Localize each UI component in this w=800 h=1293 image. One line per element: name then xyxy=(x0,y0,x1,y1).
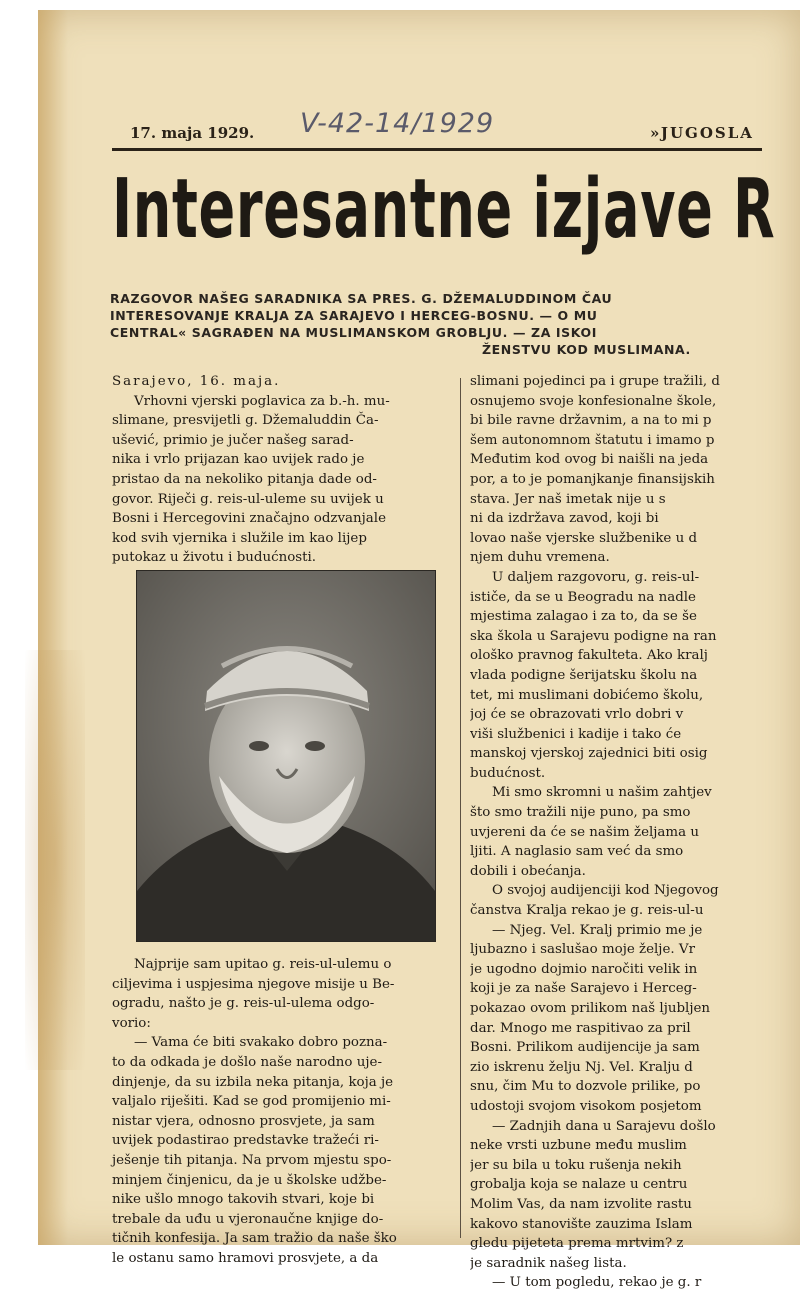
text-line: trebale da uđu u vjeronaučne knjige do- xyxy=(112,1211,384,1227)
text-line: to da odkada je došlo naše narodno uje- xyxy=(112,1054,382,1070)
text-line: le ostanu samo hramovi prosvjete, a da xyxy=(112,1250,379,1266)
text-line: manskoj vjerskoj zajednici biti osig xyxy=(470,746,708,762)
text-line: Međutim kod ovog bi naišli na jeda xyxy=(470,452,709,468)
text-line: slimane, presvijetli g. Džemaluddin Ča- xyxy=(112,413,379,429)
text-line: — Vama će biti svakako dobro pozna- xyxy=(134,1035,388,1051)
text-line: U daljem razgovoru, g. reis-ul- xyxy=(492,569,700,585)
text-line: govor. Riječi g. reis-ul-uleme su uvijek u xyxy=(112,491,384,507)
text-line: Molim Vas, da nam izvolite rastu xyxy=(470,1196,692,1212)
dateline: Sarajevo, 16. maja. xyxy=(112,374,281,389)
article-column-1-bottom xyxy=(112,955,454,1269)
text-line: zio iskrenu želju Nj. Vel. Kralju d xyxy=(470,1059,693,1075)
text-line: je ugodno dojmio naročiti velik in xyxy=(470,961,698,977)
text-line: dobili i obećanja. xyxy=(470,863,586,879)
text-line: nistar vjera, odnosno prosvjete, ja sam xyxy=(112,1113,375,1129)
text-line: ljiti. A naglasio sam već da smo xyxy=(470,844,684,860)
text-line: što smo tražili nije puno, pa smo xyxy=(470,805,691,821)
text-line: ogradu, našto je g. reis-ul-ulema odgo- xyxy=(112,996,375,1012)
text-line: ciljevima i uspjesima njegove misije u Be- xyxy=(112,976,395,992)
text-line: Vrhovni vjerski poglavica za b.-h. mu- xyxy=(134,393,390,409)
text-line: putokaz u životu i budućnosti. xyxy=(112,550,317,566)
text-line: koji je za naše Sarajevo i Herceg- xyxy=(470,981,697,997)
text-line: snu, čim Mu to dozvole prilike, po xyxy=(470,1079,701,1095)
article-column-2 xyxy=(470,372,800,1293)
text-line: — U tom pogledu, rekao je g. r xyxy=(492,1275,702,1291)
text-line: kakovo stanovište zauzima Islam xyxy=(470,1216,693,1232)
text-line: bi bile ravne državnim, a na to mi p xyxy=(470,413,712,429)
text-line: ološko pravnog fakulteta. Ako kralj xyxy=(470,648,708,664)
text-line: grobalja koja se nalaze u centru xyxy=(470,1177,688,1193)
headline: Interesantne izjave R xyxy=(112,162,776,257)
text-line: Bosni i Hercegovini značajno odzvanjale xyxy=(112,511,386,527)
portrait-photo xyxy=(136,570,436,942)
portrait-illustration xyxy=(137,571,435,941)
text-line: pristao da na nekoliko pitanja dade od- xyxy=(112,471,377,487)
text-line: valjalo riješiti. Kad se god promijenio mi- xyxy=(112,1094,391,1110)
text-line: čanstva Kralja rekao je g. reis-ul-u xyxy=(470,903,704,919)
text-line: viši službenici i kadije i tako će xyxy=(470,726,682,742)
subheadline-line: ŽENSTVU KOD MUSLIMANA. xyxy=(482,342,691,357)
text-line: mjestima zalagao i za to, da se še xyxy=(470,609,697,625)
subheadline-line: RAZGOVOR NAŠEG SARADNIKA SA PRES. G. DŽEMALUDDINOM ČAU xyxy=(110,291,613,306)
text-line: njem duhu vremena. xyxy=(470,550,610,566)
subheadline-line: CENTRAL« SAGRAĐEN NA MUSLIMANSKOM GROBLJU. — ZA ISKOI xyxy=(110,325,597,340)
paper-stain xyxy=(25,650,85,1070)
text-line: udostoji svojom visokom posjetom xyxy=(470,1098,702,1114)
text-line: Najprije sam upitao g. reis-ul-ulemu o xyxy=(134,957,392,972)
header-rule xyxy=(112,148,762,151)
text-line: ska škola u Sarajevu podigne na ran xyxy=(470,628,717,644)
text-line: ušević, primio je jučer našeg sarad- xyxy=(112,432,354,448)
text-line: dinjenje, da su izbila neka pitanja, koja je xyxy=(112,1074,394,1090)
text-line: — Njeg. Vel. Kralj primio me je xyxy=(492,922,703,938)
subheadline-line: INTERESOVANJE KRALJA ZA SARAJEVO I HERCEG-BOSNU. — O MU xyxy=(110,308,598,323)
text-line: tet, mi muslimani dobićemo školu, xyxy=(470,687,704,703)
text-line: nike ušlo mnogo takovih stvari, koje bi xyxy=(112,1192,375,1208)
text-line: ističe, da se u Beogradu na nadle xyxy=(470,589,696,605)
text-line: budućnost. xyxy=(470,765,546,781)
text-line: ješenje tih pitanja. Na prvom mjestu spo- xyxy=(112,1152,392,1168)
text-line: slimani pojedinci pa i grupe tražili, d xyxy=(470,374,720,389)
text-line: jer su bila u toku rušenja nekih xyxy=(470,1157,682,1173)
text-line: je saradnik našeg lista. xyxy=(470,1255,627,1271)
text-line: ljubazno i saslušao moje želje. Vr xyxy=(470,942,695,958)
text-line: Mi smo skromni u našim zahtjev xyxy=(492,785,712,801)
article-column-1-top xyxy=(112,372,454,568)
newspaper-name: »JUGOSLA xyxy=(650,124,754,142)
text-line: vorio: xyxy=(112,1015,151,1031)
text-line: Bosni. Prilikom audijencije ja sam xyxy=(470,1040,700,1056)
text-line: uvijek podastirao predstavke tražeći ri- xyxy=(112,1133,379,1149)
text-line: lovao naše vjerske službenike u d xyxy=(470,530,698,546)
text-line: šem autonomnom štatutu i imamo p xyxy=(470,432,715,448)
text-line: ni da izdržava zavod, koji bi xyxy=(470,511,659,527)
text-line: neke vrsti uzbune među muslim xyxy=(470,1138,687,1154)
text-line: O svojoj audijenciji kod Njegovog xyxy=(492,883,719,899)
text-line: kod svih vjernika i služile im kao lijep xyxy=(112,530,367,546)
text-line: gledu pijeteta prema mrtvim? z xyxy=(470,1236,684,1252)
text-line: nika i vrlo prijazan kao uvijek rado je xyxy=(112,452,365,468)
text-line: vlada podigne šerijatsku školu na xyxy=(470,667,698,683)
text-line: — Zadnjih dana u Sarajevu došlo xyxy=(492,1118,716,1134)
text-line: joj će se obrazovati vrlo dobri v xyxy=(470,707,684,723)
subheadline xyxy=(110,290,800,358)
text-line: pokazao ovom prilikom naš ljubljen xyxy=(470,1001,711,1016)
column-rule xyxy=(460,378,461,1238)
text-line: por, a to je pomanjkanje finansijskih xyxy=(470,471,715,487)
text-line: uvjereni da će se našim željama u xyxy=(470,824,699,840)
text-line: dar. Mnogo me raspitivao za pril xyxy=(470,1020,691,1036)
text-line: stava. Jer naš imetak nije u s xyxy=(470,491,666,507)
issue-date: 17. maja 1929. xyxy=(130,124,255,142)
handwritten-archive-note: V-42-14/1929 xyxy=(300,108,495,139)
text-line: osnujemo svoje konfesionalne škole, xyxy=(470,393,717,409)
text-line: minjem činjenicu, da je u školske udžbe- xyxy=(112,1172,387,1188)
text-line: tičnih konfesija. Ja sam tražio da naše ško xyxy=(112,1231,397,1247)
